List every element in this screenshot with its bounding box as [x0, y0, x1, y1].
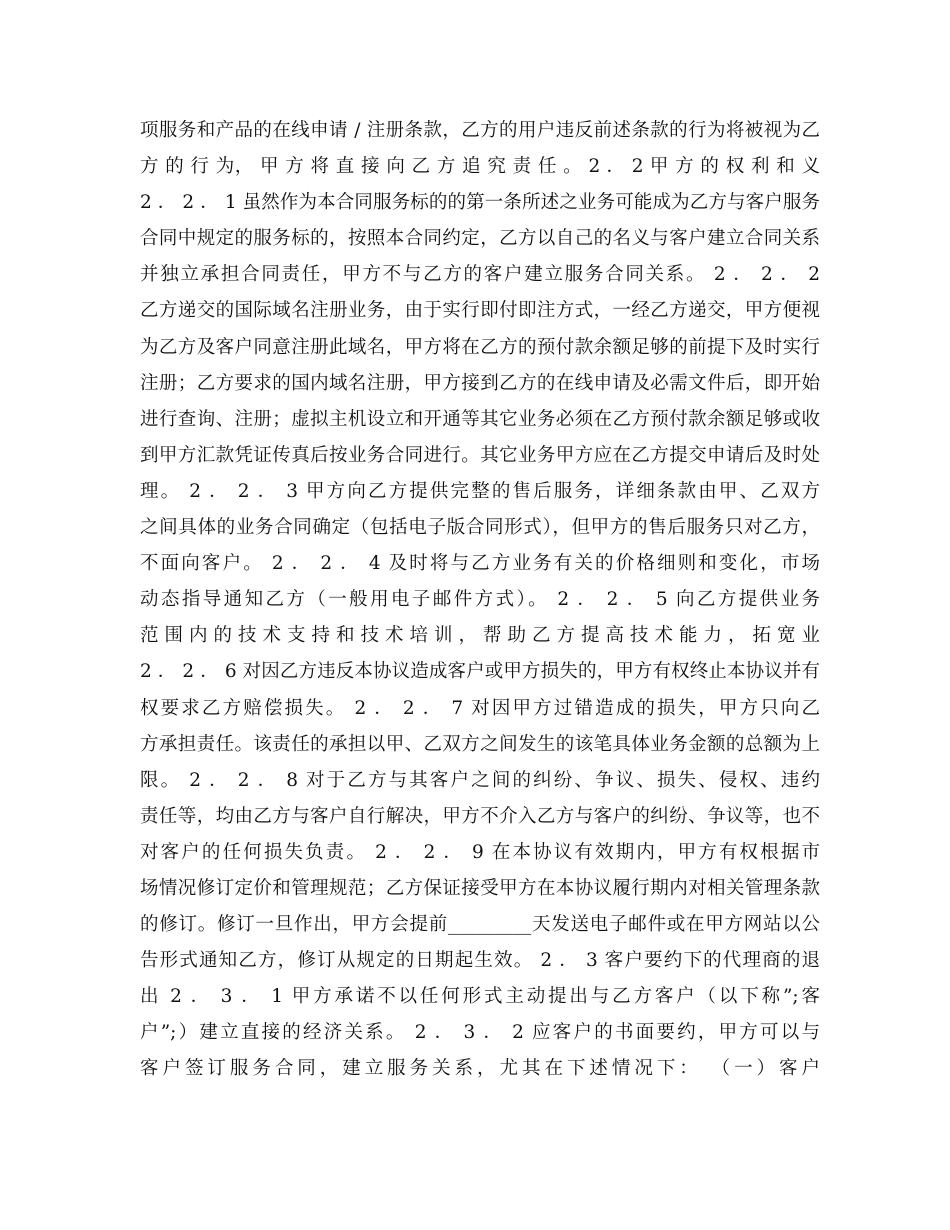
text-line: 责任等，均由乙方与客户自行解决，甲方不介入乙方与客户的纠纷、争议等，也不	[140, 805, 820, 827]
text-line: 项服务和产品的在线申请 / 注册条款，乙方的用户违反前述条款的行为将被视为乙	[140, 120, 820, 141]
text-line: 出 2 ． 3 ． 1 甲方承诺不以任何形式主动提出与乙方客户（以下称”;客	[140, 986, 820, 1008]
text-line: 乙方递交的国际域名注册业务，由于实行即付即注方式，一经乙方递交，甲方便视	[140, 300, 820, 322]
text-line: 场情况修订定价和管理规范；乙方保证接受甲方在本协议履行期内对相关管理条款	[140, 877, 820, 899]
text-line: 方承担责任。该责任的承担以甲、乙双方之间发生的该笔具体业务金额的总额为上	[140, 733, 820, 755]
text-line: 2 ． 2 ． 6 对因乙方违反本协议造成客户或甲方损失的，甲方有权终止本协议并有	[140, 661, 820, 683]
text-line: 范 围 内 的 技 术 支 持 和 技 术 培 训 ， 帮 助 乙 方 提 高 技 术 能 力 ， 拓 宽 业	[140, 625, 820, 647]
text-line: 限。 2 ． 2 ． 8 对于乙方与其客户之间的纠纷、争议、损失、侵权、违约	[140, 769, 820, 791]
text-line: 的修订。修订一旦作出，甲方会提前_________天发送电子邮件或在甲方网站以公	[140, 914, 820, 936]
document-body	[140, 113, 820, 1088]
text-line: 户”;）建立直接的经济关系。 2 ． 3 ． 2 应客户的书面要约，甲方可以与	[140, 1022, 820, 1044]
text-line: 到甲方汇款凭证传真后按业务合同进行。其它业务甲方应在乙方提交申请后及时处	[140, 444, 820, 466]
text-line: 客户签订服务合同，建立服务关系，尤其在下述情况下： （一）客户	[140, 1058, 820, 1080]
text-line: 2 ． 2 ． 1 虽然作为本合同服务标的的第一条所述之业务可能成为乙方与客户服务	[140, 192, 820, 214]
text-line: 为乙方及客户同意注册此域名，甲方将在乙方的预付款余额足够的前提下及时实行	[140, 336, 820, 358]
text-line: 注册；乙方要求的国内域名注册，甲方接到乙方的在线申请及必需文件后，即开始	[140, 372, 820, 394]
text-line: 对客户的任何损失负责。 2 ． 2 ． 9 在本协议有效期内，甲方有权根据市	[140, 841, 820, 863]
text-line: 进行查询、注册；虚拟主机设立和开通等其它业务必须在乙方预付款余额足够或收	[140, 408, 820, 430]
text-line: 权要求乙方赔偿损失。 2 ． 2 ． 7 对因甲方过错造成的损失，甲方只向乙	[140, 697, 820, 719]
text-line: 动态指导通知乙方（一般用电子邮件方式）。 2 ． 2 ． 5 向乙方提供业务	[140, 589, 820, 611]
text-line: 合同中规定的服务标的，按照本合同约定，乙方以自己的名义与客户建立合同关系	[140, 228, 820, 250]
text-line: 并独立承担合同责任，甲方不与乙方的客户建立服务合同关系。 2 ． 2 ． 2	[140, 264, 820, 286]
text-line: 方 的 行 为， 甲 方 将 直 接 向 乙 方 追 究 责 任 。 2 ． 2 甲 方 的 权 利 和 义	[140, 156, 820, 178]
text-line: 告形式通知乙方，修订从规定的日期起生效。 2 ． 3 客户要约下的代理商的退	[140, 950, 820, 972]
text-line: 之间具体的业务合同确定（包括电子版合同形式），但甲方的售后服务只对乙方，	[140, 517, 820, 539]
text-line: 理。 2 ． 2 ． 3 甲方向乙方提供完整的售后服务，详细条款由甲、乙双方	[140, 480, 820, 502]
text-line: 不面向客户。 2 ． 2 ． 4 及时将与乙方业务有关的价格细则和变化，市场	[140, 553, 820, 575]
